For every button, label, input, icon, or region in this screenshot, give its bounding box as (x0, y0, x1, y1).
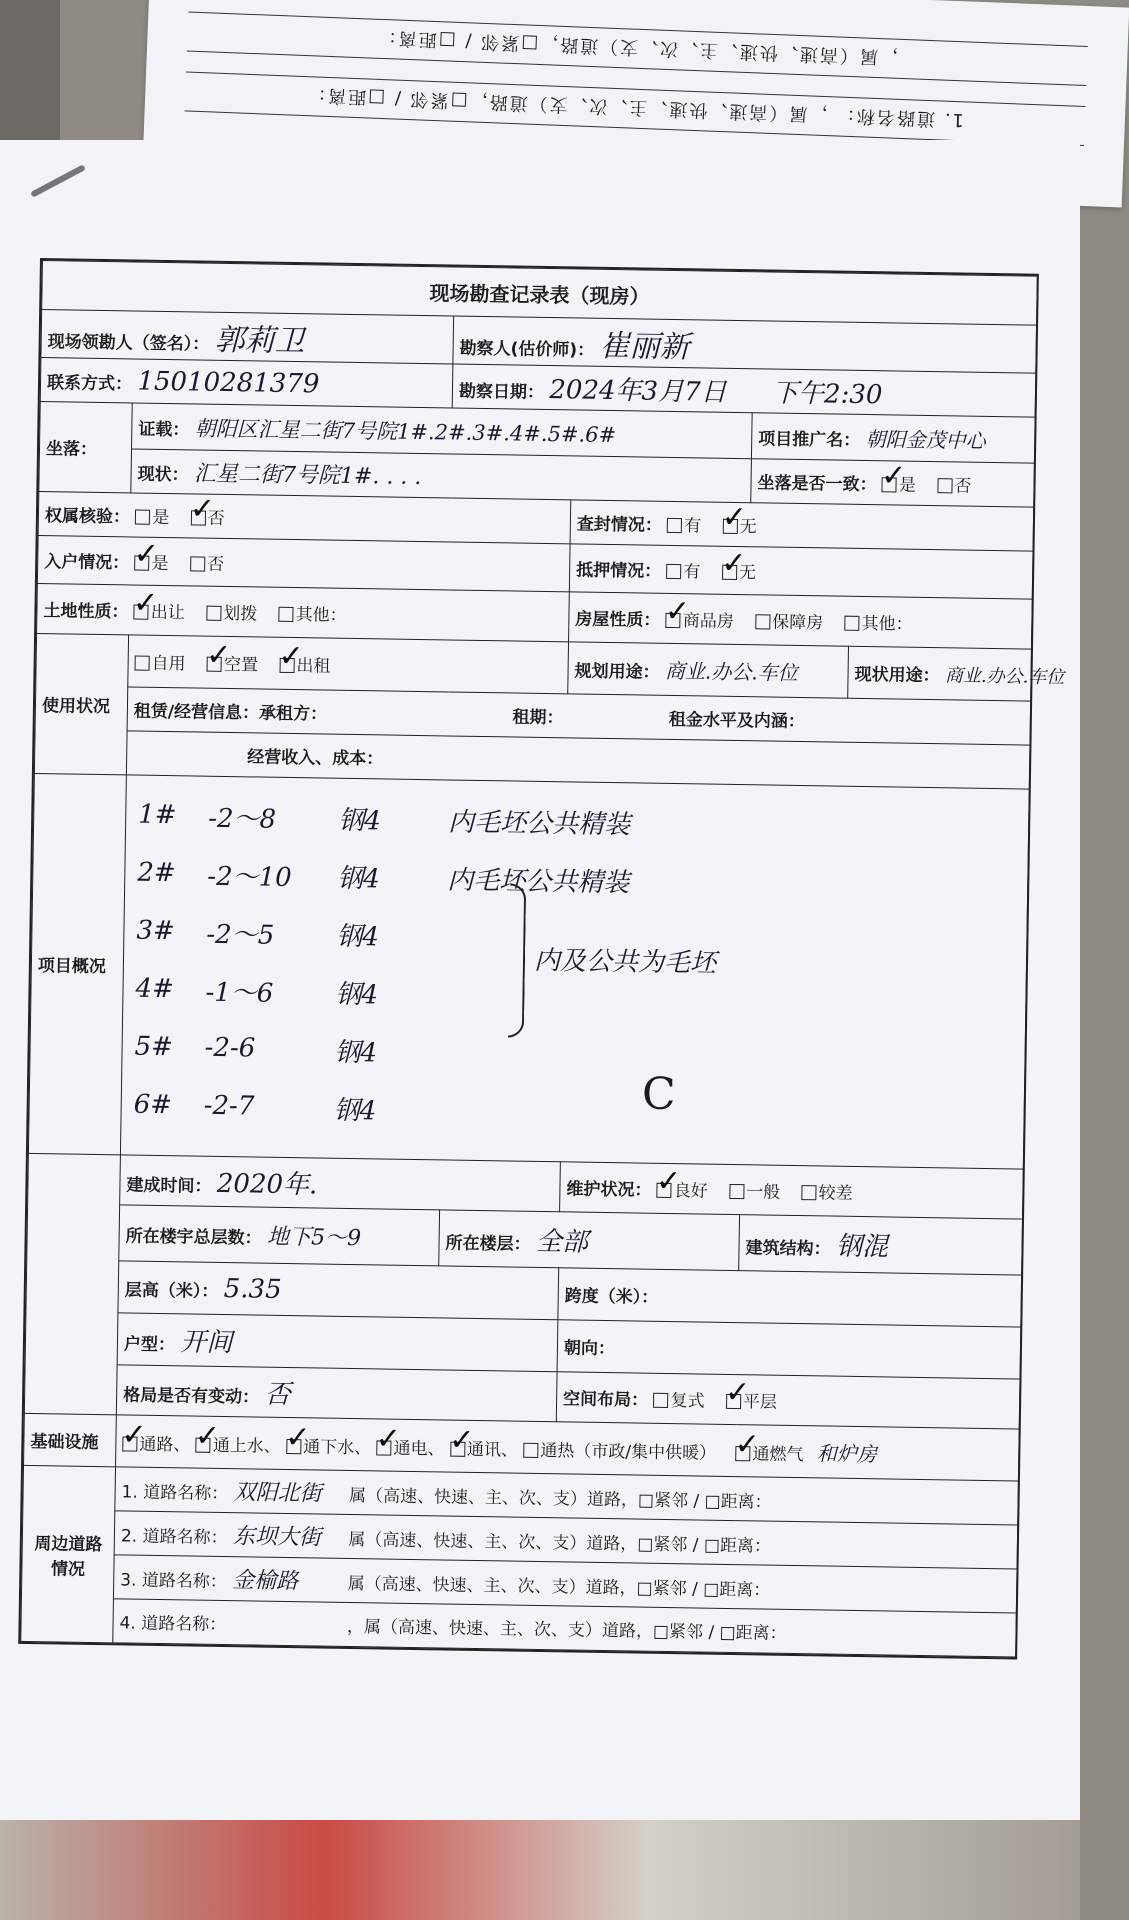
unit-type-cell (117, 1313, 558, 1372)
height-cell (118, 1261, 559, 1320)
entry-cell (37, 536, 570, 592)
house-cell (569, 592, 1033, 649)
income-label: 经营收入、成本： (247, 747, 384, 770)
term-label: 租期： (512, 707, 564, 729)
infra-water-label: 通上水、 (212, 1435, 281, 1457)
infra-heat-label: 通热（市政/集中供暖） (540, 1441, 717, 1464)
space-layout-label: 空间布局： (562, 1389, 649, 1411)
building-number: 5# (134, 1031, 174, 1063)
structure-note: 钢4 (333, 1095, 377, 1126)
entry-no-checkbox[interactable] (190, 556, 205, 571)
layout-change-cell (116, 1365, 557, 1422)
height-value[interactable]: 5.35 (223, 1273, 282, 1305)
road-suffix: 属（高速、快速、主、次、支）道路，□紧邻 / □距离： (347, 1573, 771, 1601)
layout-change-value[interactable]: 否 (264, 1379, 291, 1411)
floors-value[interactable]: 地下5～9 (266, 1224, 362, 1252)
building-number: 3# (136, 915, 176, 947)
infra-gas-checkbox[interactable] (735, 1446, 750, 1461)
time-value[interactable]: 下午2:30 (771, 378, 883, 411)
land-allocated-checkbox[interactable] (206, 606, 221, 621)
lease-label: 租赁/经营信息：承租方： (133, 701, 328, 725)
infra-power-label: 通电、 (393, 1438, 445, 1460)
road-name[interactable] (232, 1630, 342, 1632)
floor-value[interactable]: 全部 (535, 1226, 589, 1258)
structure-note: 钢4 (337, 805, 381, 836)
leader-signature[interactable]: 郭莉卫 (214, 322, 305, 359)
infra-label: 基础设施 (24, 1413, 117, 1466)
project-cell (751, 413, 1035, 463)
height-label: 层高（米）： (124, 1279, 219, 1302)
built-label: 建成时间： (126, 1175, 212, 1197)
road-prefix: 1. 道路名称： (121, 1482, 229, 1505)
floors-label: 所在楼宇总层数： (125, 1226, 262, 1249)
usage-self-label: 自用 (151, 653, 186, 675)
consistent-yes-checkbox[interactable] (882, 477, 897, 492)
overview-row (133, 1076, 1012, 1148)
road-suffix: 属（高速、快速、主、次、支）道路，□紧邻 / □距离： (348, 1530, 772, 1557)
usage-self-checkbox[interactable] (135, 656, 150, 671)
built-cell (120, 1155, 561, 1212)
orientation-label: 朝向： (563, 1338, 616, 1360)
mortgage-label: 抵押情况： (576, 560, 662, 582)
space-layout-cell (556, 1372, 1020, 1429)
usage-rented-label: 出租 (296, 656, 331, 677)
road-name[interactable]: 金榆路 (232, 1568, 299, 1595)
mortgage-cell (569, 544, 1033, 599)
contact-label: 联系方式： (46, 372, 133, 394)
planned-use-label: 规划用途： (574, 661, 660, 683)
road-prefix: 4. 道路名称： (119, 1613, 227, 1636)
road-suffix: 属（高速、快速、主、次、支）道路，□紧邻 / □距离： (348, 1486, 772, 1513)
built-value[interactable]: 2020年. (216, 1168, 318, 1201)
planned-use-value[interactable]: 商业.办公.车位 (664, 658, 798, 685)
floor-background (0, 1820, 1080, 1920)
mortgage-yes-checkbox[interactable] (666, 564, 681, 579)
overview-cell[interactable] (120, 775, 1029, 1169)
leader-cell (41, 310, 454, 364)
maintenance-poor-checkbox[interactable] (802, 1185, 817, 1200)
building-number: 4# (135, 973, 175, 1005)
ownership-no-label: 否 (207, 508, 225, 529)
structure-value[interactable]: 钢混 (835, 1231, 889, 1263)
usage-label: 使用状况 (34, 633, 128, 774)
orientation-cell (557, 1320, 1021, 1379)
floor-range: -2～8 (207, 803, 277, 835)
actual-address[interactable]: 汇星二街7号院1#. . . . (193, 461, 422, 491)
house-commercial-checkbox[interactable] (666, 613, 681, 628)
entry-label: 入户情况： (44, 552, 130, 574)
ownership-label: 权属核验： (44, 506, 131, 528)
date-value[interactable]: 2024年3月7日 (549, 375, 727, 408)
floor-range: -2～5 (206, 919, 275, 951)
back-sheet-line: 1. 道路名称： ，属（高速、快速、主、次、支）道路，□紧邻 / □距离： (185, 71, 1086, 146)
unit-type-value[interactable]: 开间 (180, 1327, 233, 1359)
infra-water-checkbox[interactable] (196, 1438, 211, 1453)
maintenance-cell (560, 1162, 1024, 1219)
floor-cell (439, 1210, 740, 1271)
road-name[interactable]: 东坝大街 (232, 1524, 322, 1551)
consistent-cell (751, 459, 1035, 507)
floors-cell (119, 1205, 440, 1266)
finish-note: 内毛坯公共精装 (447, 864, 630, 898)
floor-range: -1～6 (205, 977, 274, 1009)
overview-label: 项目概况 (28, 773, 126, 1154)
entry-no-label: 否 (206, 554, 225, 575)
grouped-finish-note: 内及公共为毛坯 (533, 945, 717, 979)
structure-note: 钢4 (335, 979, 379, 1010)
road-name[interactable]: 双阳北街 (233, 1480, 322, 1507)
surveyor-label: 勘察人(估价师)： (459, 338, 595, 361)
rent-label: 租金水平及内涵： (668, 709, 805, 733)
maintenance-good-label: 良好 (673, 1181, 708, 1202)
house-commercial-label: 商品房 (682, 611, 734, 632)
span-label: 跨度（米）： (564, 1286, 659, 1308)
unit-type-label: 户型： (123, 1334, 176, 1356)
structure-note: 钢4 (334, 1037, 378, 1068)
land-cell (37, 583, 570, 641)
land-other-label: 其他： (295, 605, 347, 626)
house-affordable-checkbox[interactable] (755, 614, 770, 629)
house-other-label: 其他： (861, 613, 913, 635)
building-number: 2# (137, 857, 176, 889)
grouping-brace (508, 883, 526, 1037)
seal-yes-label: 有 (684, 516, 702, 537)
structure-note: 钢4 (337, 863, 381, 894)
current-use-value[interactable]: 商业.办公.车位 (944, 664, 1065, 688)
structure-label: 建筑结构： (745, 1238, 831, 1260)
mortgage-no-checkbox[interactable] (722, 565, 737, 580)
road-prefix: 2. 道路名称： (120, 1526, 228, 1549)
infra-note[interactable]: 和炉房 (816, 1441, 878, 1467)
consistent-no-checkbox[interactable] (937, 478, 952, 493)
infra-telecom-label: 通讯、 (466, 1439, 519, 1461)
structure-note: 钢4 (336, 921, 380, 952)
binder-edge (0, 0, 60, 160)
building-number: 6# (133, 1089, 173, 1121)
consistent-yes-label: 是 (898, 475, 917, 496)
ownership-yes-checkbox[interactable] (135, 510, 150, 525)
actual-label: 现状： (137, 464, 189, 486)
roads-label: 周边道路情况 (21, 1465, 116, 1642)
current-use-cell (848, 646, 1065, 701)
land-label: 土地性质： (43, 601, 129, 623)
space-duplex-label: 复式 (670, 1391, 705, 1412)
ownership-yes-label: 是 (152, 507, 170, 529)
mortgage-no-label: 无 (738, 563, 757, 584)
maintenance-label: 维护状况： (566, 1179, 652, 1201)
floor-range: -2-6 (204, 1032, 256, 1064)
consistent-label: 坐落是否一致： (757, 473, 877, 496)
land-allocated-label: 划拨 (223, 603, 258, 625)
entry-yes-checkbox[interactable] (135, 556, 150, 571)
contact-cell (40, 358, 453, 408)
span-cell (558, 1268, 1022, 1327)
consistent-no-label: 否 (954, 476, 972, 497)
usage-vacant-checkbox[interactable] (207, 657, 222, 672)
maintenance-good-checkbox[interactable] (657, 1183, 672, 1198)
space-flat-label: 平层 (742, 1392, 778, 1413)
seal-label: 查封情况： (576, 514, 663, 536)
maintenance-poor-label: 较差 (818, 1183, 853, 1204)
seal-cell (570, 500, 1034, 551)
seal-no-checkbox[interactable] (723, 519, 738, 534)
infra-telecom-checkbox[interactable] (450, 1442, 465, 1457)
layout-change-label: 格局是否有变动： (122, 1385, 260, 1408)
seal-no-label: 无 (739, 517, 757, 538)
space-duplex-checkbox[interactable] (653, 1393, 668, 1408)
infra-drain-label: 通下水、 (303, 1437, 372, 1459)
land-other-checkbox[interactable] (279, 607, 294, 622)
infra-road-checkbox[interactable] (122, 1436, 137, 1451)
planned-use-cell (568, 642, 849, 698)
house-affordable-label: 保障房 (772, 612, 824, 634)
cert-label: 证载： (138, 419, 190, 440)
space-flat-checkbox[interactable] (726, 1394, 741, 1409)
mortgage-yes-label: 有 (683, 562, 701, 583)
road-prefix: 3. 道路名称： (120, 1570, 228, 1593)
finish-note: 内毛坯公共精装 (447, 806, 631, 840)
house-label: 房屋性质： (575, 609, 661, 631)
form-title: 现场勘查记录表（现房） (42, 261, 1038, 326)
surveyor-signature[interactable]: 崔丽新 (599, 328, 690, 365)
structure-cell (739, 1215, 1023, 1275)
land-transfer-checkbox[interactable] (134, 605, 149, 620)
survey-form (18, 258, 1065, 1660)
overview-label-spacer (24, 1153, 120, 1414)
maintenance-fair-label: 一般 (746, 1182, 781, 1203)
floor-range: -2～10 (207, 861, 292, 893)
current-use-label: 现状用途： (854, 664, 940, 686)
ownership-no-checkbox[interactable] (191, 510, 206, 525)
infra-road-label: 通路、 (139, 1434, 191, 1456)
usage-vacant-label: 空置 (223, 654, 259, 676)
leader-label: 现场领勘人（签名）： (47, 331, 210, 355)
project-label: 项目推广名： (758, 429, 861, 451)
handwritten-mark: C (641, 1068, 677, 1121)
house-other-checkbox[interactable] (844, 616, 859, 631)
date-label: 勘察日期： (458, 381, 545, 403)
location-label: 坐落： (39, 402, 132, 493)
infra-heat-checkbox[interactable] (523, 1443, 538, 1458)
cert-address[interactable]: 朝阳区汇星二街7号院1#.2#.3#.4#.5#.6# (194, 415, 617, 447)
road-suffix: ，属（高速、快速、主、次、支）道路，□紧邻 / □距离： (346, 1616, 787, 1644)
seal-yes-checkbox[interactable] (667, 518, 682, 533)
entry-yes-label: 是 (151, 553, 169, 575)
land-transfer-label: 出让 (150, 602, 186, 624)
contact-value[interactable]: 15010281379 (137, 366, 320, 399)
floor-label: 所在楼层： (445, 1233, 531, 1255)
usage-opts-cell (128, 635, 569, 694)
project-name[interactable]: 朝阳金茂中心 (865, 426, 986, 453)
usage-rented-checkbox[interactable] (279, 658, 294, 673)
back-sheet-line: ，属（高速、快速、主、次、支）道路，□紧邻 / □距离： (187, 12, 1088, 87)
maintenance-fair-checkbox[interactable] (729, 1184, 744, 1199)
building-number: 1# (138, 799, 177, 831)
floor-range: -2-7 (203, 1090, 255, 1122)
infra-gas-label: 通燃气 (752, 1444, 804, 1466)
infra-drain-checkbox[interactable] (286, 1439, 301, 1454)
infra-power-checkbox[interactable] (376, 1440, 391, 1455)
